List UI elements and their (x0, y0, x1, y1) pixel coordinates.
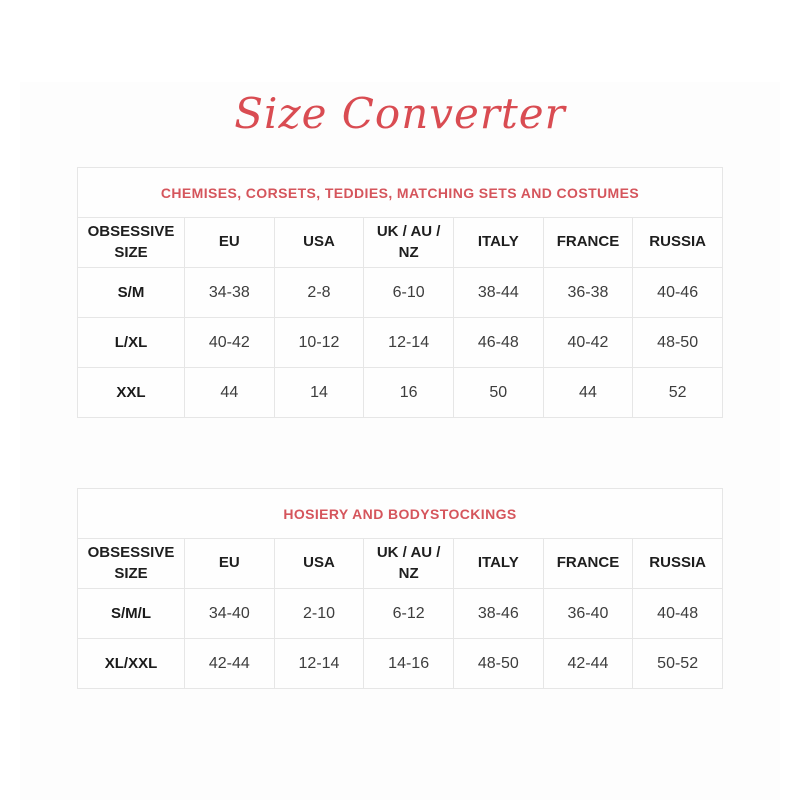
size-cell: 40-42 (543, 318, 633, 368)
table-title-row (78, 489, 723, 539)
size-cell: 52 (633, 368, 723, 418)
size-cell: 42-44 (543, 639, 633, 689)
table-title-row (78, 168, 723, 218)
size-cell: 50-52 (633, 639, 723, 689)
size-cell: 44 (543, 368, 633, 418)
size-cell: 10-12 (274, 318, 364, 368)
size-cell: 6-10 (364, 268, 454, 318)
size-cell: 34-38 (185, 268, 275, 318)
size-table-chemises (77, 167, 723, 418)
size-cell: 48-50 (633, 318, 723, 368)
size-cell: 6-12 (364, 589, 454, 639)
size-cell: 12-14 (364, 318, 454, 368)
column-header-usa: USA (274, 218, 364, 268)
column-header-uk-au-nz: UK / AU / NZ (364, 218, 454, 268)
table-row (78, 318, 723, 368)
size-converter-page (77, 0, 723, 689)
size-cell: 40-46 (633, 268, 723, 318)
size-cell: 16 (364, 368, 454, 418)
column-header-eu: EU (185, 539, 275, 589)
size-cell: 14 (274, 368, 364, 418)
size-cell: 36-40 (543, 589, 633, 639)
size-cell: 14-16 (364, 639, 454, 689)
size-cell: 42-44 (185, 639, 275, 689)
size-cell: 40-48 (633, 589, 723, 639)
size-cell: 36-38 (543, 268, 633, 318)
row-label: XL/XXL (78, 639, 185, 689)
table-row (78, 639, 723, 689)
column-header-france: FRANCE (543, 539, 633, 589)
column-header-row (78, 218, 723, 268)
column-header-france: FRANCE (543, 218, 633, 268)
size-cell: 46-48 (453, 318, 543, 368)
size-cell: 40-42 (185, 318, 275, 368)
size-cell: 2-8 (274, 268, 364, 318)
size-cell: 2-10 (274, 589, 364, 639)
size-cell: 50 (453, 368, 543, 418)
column-header-uk-au-nz: UK / AU / NZ (364, 539, 454, 589)
row-label: L/XL (78, 318, 185, 368)
row-label: XXL (78, 368, 185, 418)
size-cell: 38-46 (453, 589, 543, 639)
table-title: CHEMISES, CORSETS, TEDDIES, MATCHING SETS AND COSTUMES (78, 168, 723, 218)
row-label: S/M/L (78, 589, 185, 639)
column-header-usa: USA (274, 539, 364, 589)
table-row (78, 368, 723, 418)
table-row (78, 589, 723, 639)
size-cell: 34-40 (185, 589, 275, 639)
size-cell: 38-44 (453, 268, 543, 318)
column-header-italy: ITALY (453, 218, 543, 268)
column-header-italy: ITALY (453, 539, 543, 589)
size-table-hosiery (77, 488, 723, 689)
size-cell: 44 (185, 368, 275, 418)
column-header-eu: EU (185, 218, 275, 268)
size-cell: 12-14 (274, 639, 364, 689)
column-header-russia: RUSSIA (633, 218, 723, 268)
column-header-obsessive-size: OBSESSIVE SIZE (78, 539, 185, 589)
table-title: HOSIERY AND BODYSTOCKINGS (78, 489, 723, 539)
column-header-obsessive-size: OBSESSIVE SIZE (78, 218, 185, 268)
row-label: S/M (78, 268, 185, 318)
column-header-row (78, 539, 723, 589)
page-title: Size Converter (234, 89, 566, 138)
column-header-russia: RUSSIA (633, 539, 723, 589)
table-row (78, 268, 723, 318)
size-cell: 48-50 (453, 639, 543, 689)
